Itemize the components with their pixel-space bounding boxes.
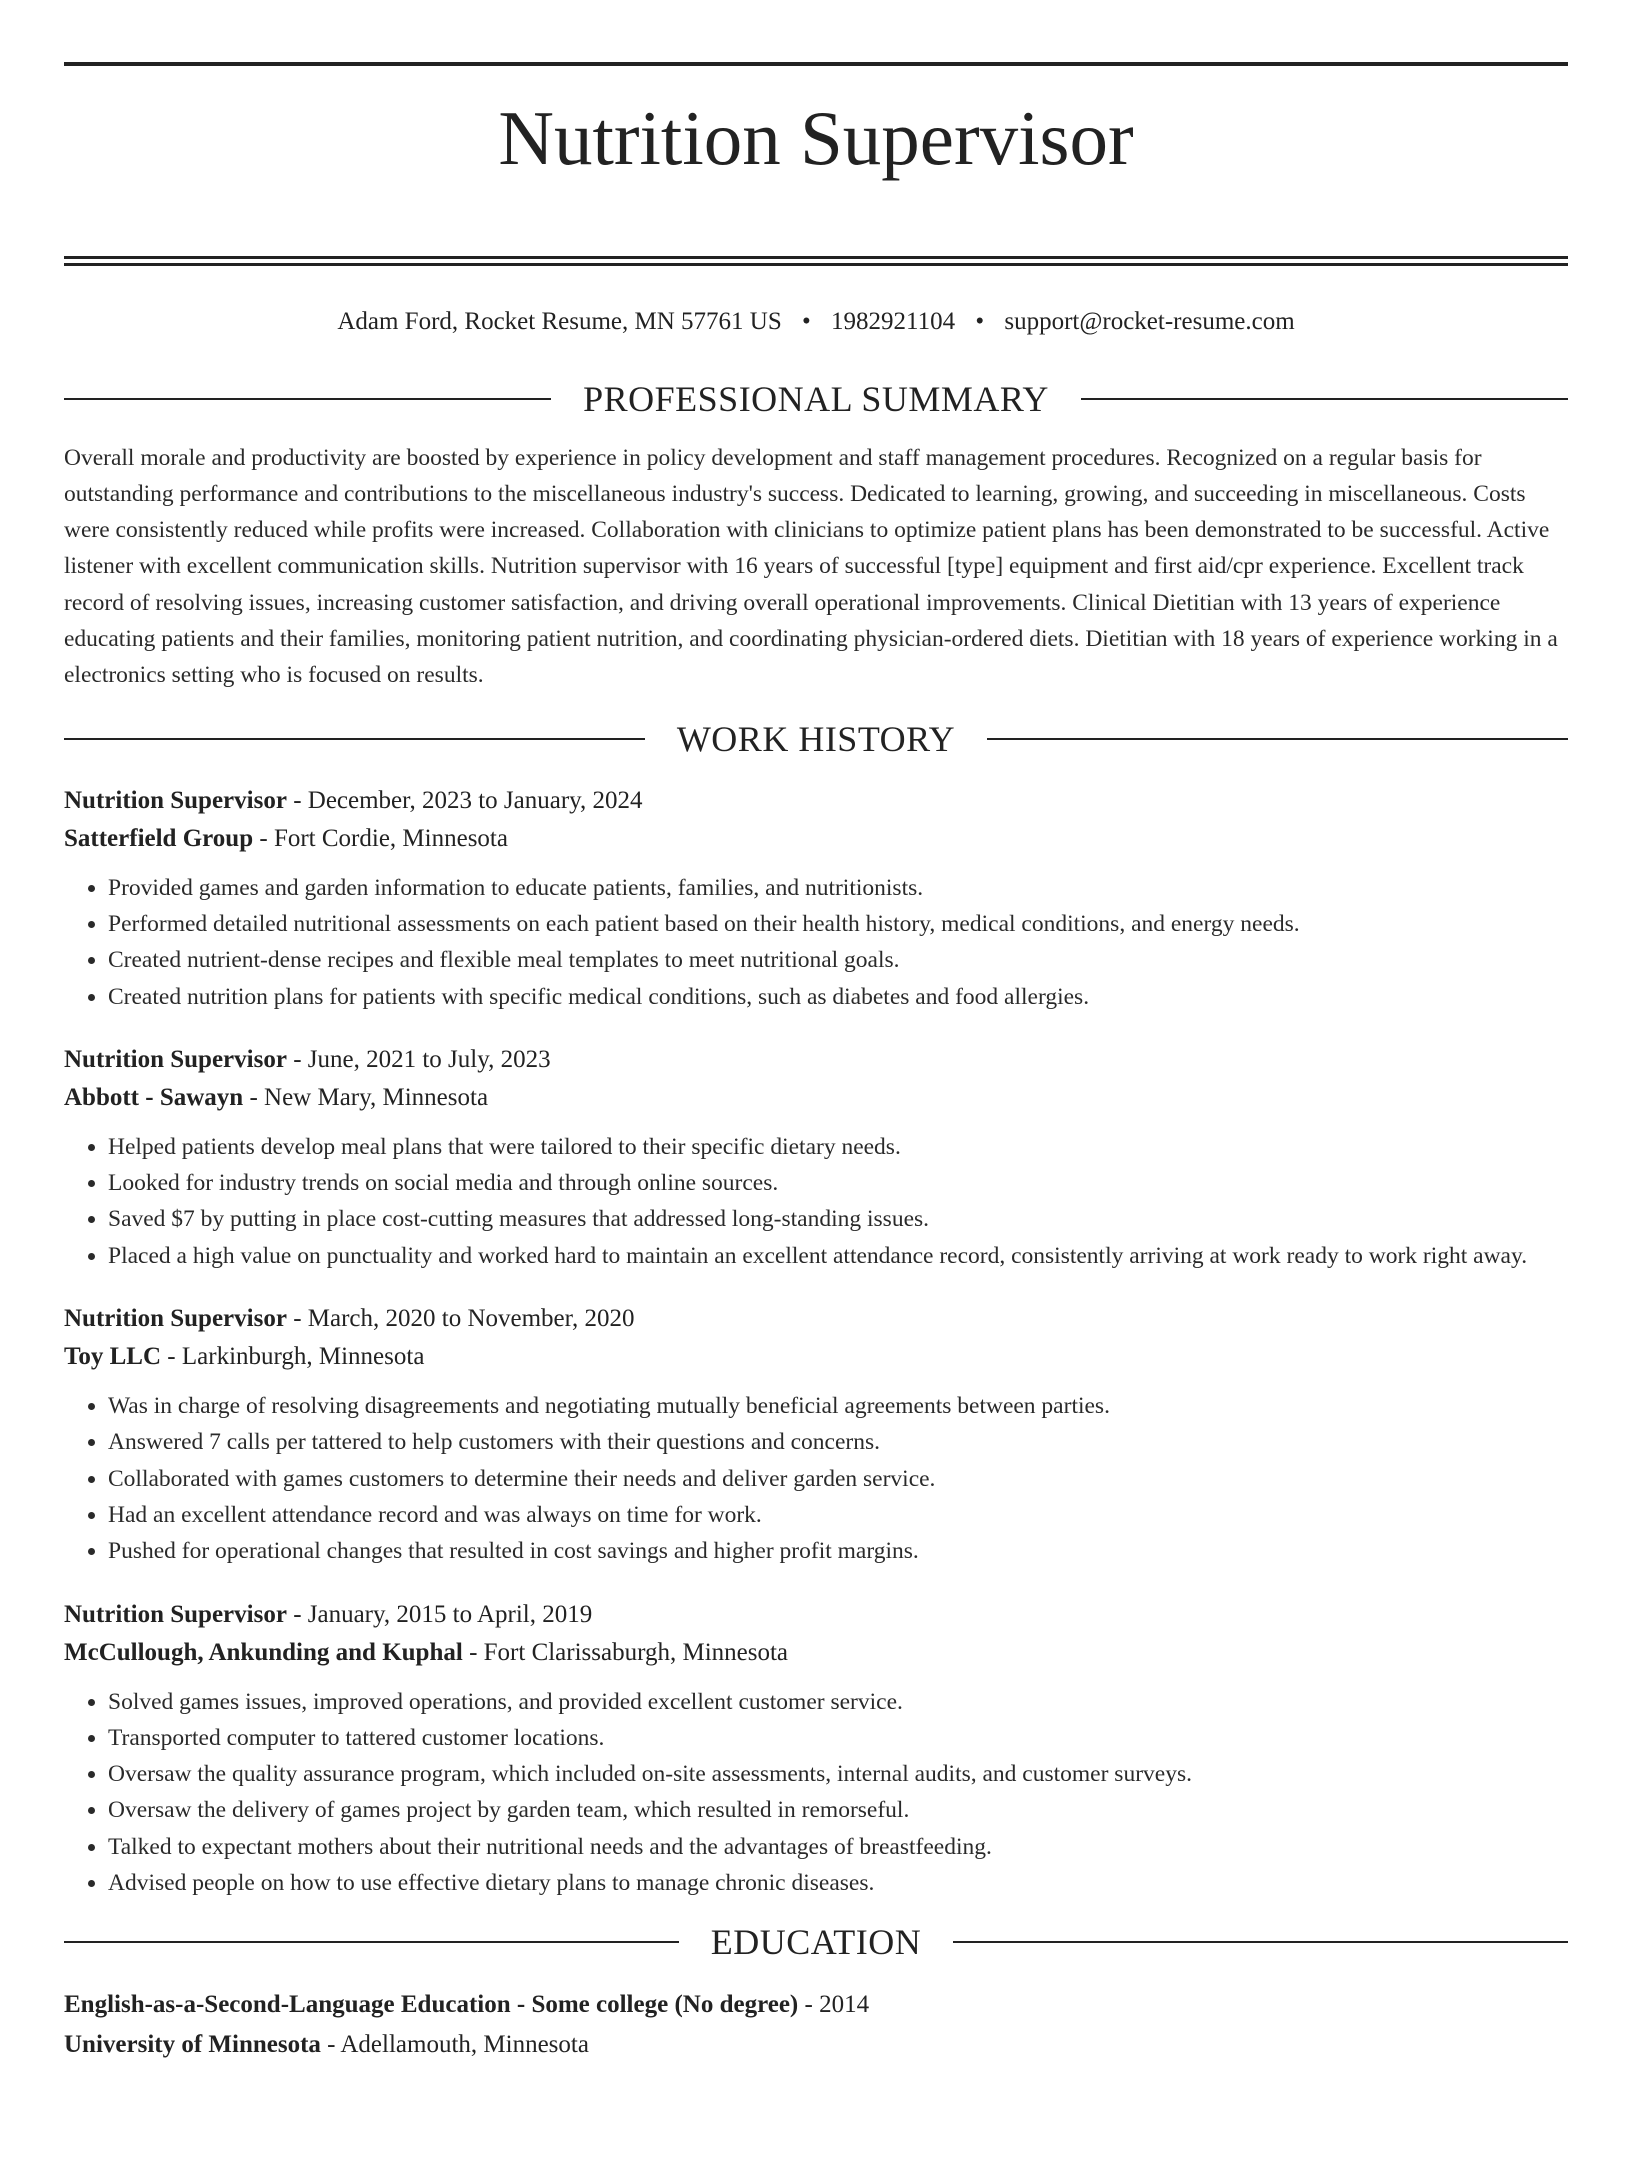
job-company: Satterfield Group [64,824,254,852]
job-title: Nutrition Supervisor [64,1305,287,1333]
work-section-heading [64,720,1568,758]
job-company: Abbott - Sawayn [64,1083,244,1111]
job-bullet: • Pushed for operational changes that resulted in cost savings and higher profit margins. [108,1533,1568,1569]
contact-separator: • [975,307,985,335]
job-bullet: • Advised people on how to use effective dietary plans to manage chronic diseases. [108,1865,1568,1901]
contact-separator: • [802,307,811,335]
job-bullet: • Answered 7 calls per tattered to help customers with their questions and concerns. [108,1424,1568,1460]
job-company-line [64,1079,1568,1117]
job-location: - Fort Cordie, Minnesota [253,824,508,852]
job-bullet-list [64,1388,1568,1569]
education-entry [64,1985,1568,2065]
contact-email: support@rocket-resume.com [1004,307,1295,335]
education-year: - 2014 [798,1991,870,2019]
job-title-line [64,1300,1568,1338]
job-bullet: • Placed a high value on punctuality and worked hard to maintain an excellent attendance record, consistently arriving at work ready to work right away. [108,1238,1568,1274]
job-entry [64,1041,1568,1274]
job-bullet: • Oversaw the delivery of games project by garden team, which resulted in remorseful. [108,1792,1568,1828]
job-company-line [64,1634,1568,1672]
job-bullet: • Created nutrition plans for patients with specific medical conditions, such as diabetes and food allergies. [108,979,1568,1015]
job-entry [64,782,1568,1015]
education-degree-line [64,1985,1568,2025]
job-bullet: • Performed detailed nutritional assessments on each patient based on their health history, medical conditions, and energy needs. [108,906,1568,942]
job-bullet: • Created nutrient-dense recipes and flexible meal templates to meet nutritional goals. [108,942,1568,978]
job-entry [64,1300,1568,1569]
job-bullet: • Solved games issues, improved operations, and provided excellent customer service. [108,1684,1568,1720]
work-history-list [64,782,1568,1902]
summary-text: Overall morale and productivity are boosted by experience in policy development and staff management procedures. Recognized on a regular basis for outstanding performance and contributions to the miscellaneous industry's success. Dedicated to learning, growing, and succeeding in miscellaneous. Costs were consistently reduced while profits were increased. Collaboration with clinicians to optimize patient plans has been demonstrated to be successful. Active listener with excellent communication skills. Nutrition supervisor with 16 years of successful [type] equipment and first aid/cpr experience. Excellent track record of resolving issues, increasing customer satisfaction, and driving overall operational improvements. Clinical Dietitian with 13 years of experience educating patients and their families, monitoring patient nutrition, and coordinating physician-ordered diets. Dietitian with 18 years of experience working in a electronics setting who is focused on results. [64,444,1558,689]
job-bullet: • Had an excellent attendance record and was always on time for work. [108,1497,1568,1533]
job-company: Toy LLC [64,1343,162,1371]
heading-rule-left [64,1941,679,1943]
heading-rule-left [64,738,645,740]
job-bullet: • Transported computer to tattered customer locations. [108,1720,1568,1756]
job-bullet-list [64,1129,1568,1274]
job-title: Nutrition Supervisor [64,1045,287,1073]
job-bullet: • Talked to expectant mothers about their nutritional needs and the advantages of breastfeeding. [108,1829,1568,1865]
heading-rule-right [1081,398,1568,400]
contact-address: Adam Ford, Rocket Resume, MN 57761 US [337,307,782,335]
job-bullet: • Provided games and garden information to educate patients, families, and nutritionists. [108,870,1568,906]
work-heading-label: WORK HISTORY [676,718,956,759]
job-bullet: • Helped patients develop meal plans that were tailored to their specific dietary needs. [108,1129,1568,1165]
job-bullet: • Collaborated with games customers to determine their needs and deliver garden service. [108,1461,1568,1497]
job-title-line [64,782,1568,820]
education-section-heading [64,1923,1568,1961]
resume-page [0,62,1632,2174]
job-location: - New Mary, Minnesota [243,1083,489,1111]
education-school-line [64,2025,1568,2065]
job-company-line [64,820,1568,858]
job-entry [64,1596,1568,1902]
job-bullet: • Saved $7 by putting in place cost-cutting measures that addressed long-standing issues. [108,1201,1568,1237]
contact-line [64,302,1568,342]
job-dates: - March, 2020 to November, 2020 [286,1305,635,1333]
job-dates: - January, 2015 to April, 2019 [286,1600,593,1628]
contact-phone: 1982921104 [831,307,956,335]
summary-heading-label: PROFESSIONAL SUMMARY [583,378,1049,419]
job-bullet: • Looked for industry trends on social media and through online sources. [108,1165,1568,1201]
job-title-line [64,1596,1568,1634]
job-dates: - June, 2021 to July, 2023 [286,1045,551,1073]
heading-rule-left [64,398,551,400]
education-heading-label: EDUCATION [710,1922,922,1963]
job-location: - Fort Clarissaburgh, Minnesota [462,1638,789,1666]
job-bullet: • Was in charge of resolving disagreements and negotiating mutually beneficial agreements between parties. [108,1388,1568,1424]
education-location: - Adellamouth, Minnesota [320,2031,589,2059]
summary-section-heading [64,380,1568,418]
job-dates: - December, 2023 to January, 2024 [286,786,643,814]
top-rule [64,62,1568,66]
job-location: - Larkinburgh, Minnesota [161,1343,425,1371]
job-company-line [64,1338,1568,1376]
job-company: McCullough, Ankunding and Kuphal [64,1638,463,1666]
job-bullet-list [64,1684,1568,1902]
resume-title: Nutrition Supervisor [498,95,1134,181]
job-title: Nutrition Supervisor [64,786,287,814]
education-school: University of Minnesota [64,2031,321,2059]
job-title-line [64,1041,1568,1079]
job-title: Nutrition Supervisor [64,1600,287,1628]
job-bullet: • Oversaw the quality assurance program, which included on-site assessments, internal audits, and customer surveys. [108,1756,1568,1792]
heading-rule-right [987,738,1568,740]
job-bullet-list [64,870,1568,1015]
title-double-rule [64,256,1568,266]
heading-rule-right [953,1941,1568,1943]
education-degree: English-as-a-Second-Language Education - Some college (No degree) [64,1991,799,2019]
